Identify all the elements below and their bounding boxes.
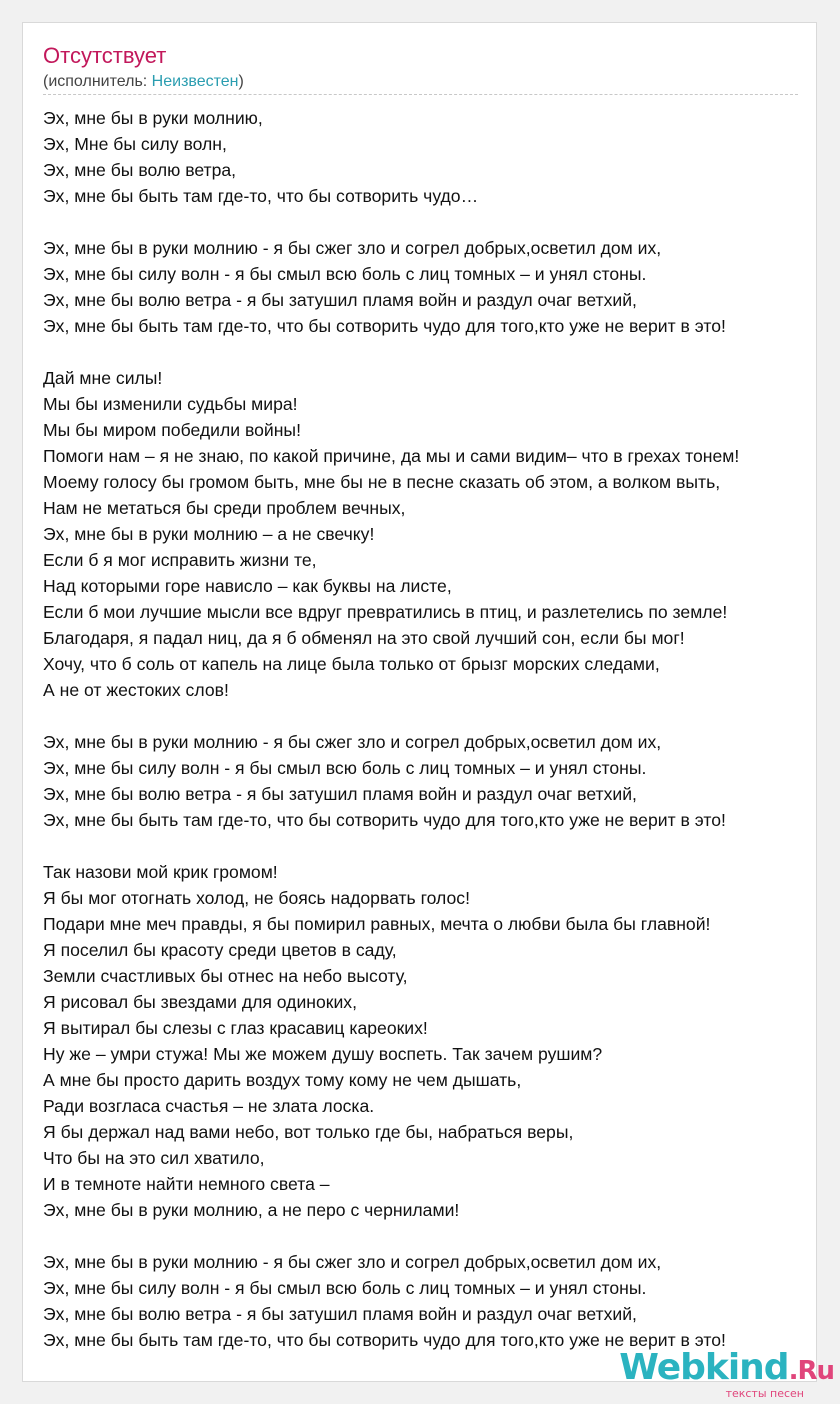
- lyric-line: Ну же – умри стужа! Мы же можем душу воспеть. Так зачем рушим?: [43, 1044, 603, 1064]
- lyric-line: Что бы на это сил хватило,: [43, 1148, 265, 1168]
- lyric-line: Эх, мне бы в руки молнию - я бы сжег зло и согрел добрых,осветил дом их,: [43, 238, 662, 258]
- lyric-line: Я вытирал бы слезы с глаз красавиц кареоких!: [43, 1018, 428, 1038]
- lyric-line: И в темноте найти немного света –: [43, 1174, 330, 1194]
- site-logo: [619, 1347, 834, 1389]
- lyric-line: Эх, мне бы быть там где-то, что бы сотворить чудо для того,кто уже не верит в это!: [43, 810, 726, 830]
- logo-kind: kind: [704, 1347, 789, 1388]
- lyric-line: Подари мне меч правды, я бы помирил равных, мечта о любви была бы главной!: [43, 914, 711, 934]
- lyric-line: Я бы мог отогнать холод, не боясь надорвать голос!: [43, 888, 470, 908]
- lyric-blank-line: [43, 209, 817, 235]
- lyric-line: Эх, мне бы волю ветра - я бы затушил пламя войн и раздул очаг ветхий,: [43, 1304, 637, 1324]
- logo-web: Web: [619, 1347, 705, 1388]
- lyrics-card: [22, 22, 817, 1382]
- lyrics-text: [43, 105, 817, 1353]
- lyric-line: Эх, мне бы в руки молнию, а не перо с чернилами!: [43, 1200, 460, 1220]
- lyric-line: Эх, мне бы в руки молнию,: [43, 108, 263, 128]
- lyric-line: Если б мои лучшие мысли все вдруг превратились в птиц, и разлетелись по земле!: [43, 602, 728, 622]
- lyric-line: Помоги нам – я не знаю, по какой причине, да мы и сами видим– что в грехах тонем!: [43, 446, 740, 466]
- lyric-line: Над которыми горе нависло – как буквы на листе,: [43, 576, 452, 596]
- lyric-line: Эх, мне бы быть там где-то, что бы сотворить чудо для того,кто уже не верит в это!: [43, 316, 726, 336]
- lyric-line: А не от жестоких слов!: [43, 680, 229, 700]
- lyric-line: Эх, мне бы силу волн - я бы смыл всю боль с лиц томных – и унял стоны.: [43, 758, 647, 778]
- lyric-blank-line: [43, 833, 817, 859]
- lyric-line: Эх, мне бы в руки молнию - я бы сжег зло и согрел добрых,осветил дом их,: [43, 1252, 662, 1272]
- lyric-line: Эх, мне бы в руки молнию – а не свечку!: [43, 524, 375, 544]
- logo-tld: .Ru: [788, 1356, 834, 1386]
- logo-subtitle: тексты песен: [725, 1387, 804, 1400]
- lyric-line: Благодаря, я падал ниц, да я б обменял на это свой лучший сон, если бы мог!: [43, 628, 685, 648]
- lyric-line: Эх, мне бы волю ветра - я бы затушил пламя войн и раздул очаг ветхий,: [43, 290, 637, 310]
- lyric-line: Нам не метаться бы среди проблем вечных,: [43, 498, 406, 518]
- lyric-line: Так назови мой крик громом!: [43, 862, 278, 882]
- lyric-line: Моему голосу бы громом быть, мне бы не в песне сказать об этом, а волком выть,: [43, 472, 721, 492]
- artist-line: [43, 73, 244, 91]
- lyric-line: Мы бы изменили судьбы мира!: [43, 394, 298, 414]
- lyric-line: Эх, мне бы силу волн - я бы смыл всю боль с лиц томных – и унял стоны.: [43, 1278, 647, 1298]
- lyric-line: Хочу, что б соль от капель на лице была только от брызг морских следами,: [43, 654, 660, 674]
- artist-prefix: (исполнитель:: [43, 73, 152, 90]
- artist-suffix: ): [238, 73, 244, 90]
- lyric-line: Эх, мне бы волю ветра - я бы затушил пламя войн и раздул очаг ветхий,: [43, 784, 637, 804]
- lyric-blank-line: [43, 703, 817, 729]
- song-title: Отсутствует: [43, 43, 167, 68]
- lyric-line: Эх, мне бы быть там где-то, что бы сотворить чудо для того,кто уже не верит в это!: [43, 1330, 726, 1350]
- lyric-line: Эх, мне бы в руки молнию - я бы сжег зло и согрел добрых,осветил дом их,: [43, 732, 662, 752]
- lyric-line: А мне бы просто дарить воздух тому кому не чем дышать,: [43, 1070, 522, 1090]
- lyric-line: Ради возгласа счастья – не злата лоска.: [43, 1096, 375, 1116]
- lyric-blank-line: [43, 1223, 817, 1249]
- lyric-line: Эх, Мне бы силу волн,: [43, 134, 227, 154]
- lyric-line: Земли счастливых бы отнес на небо высоту,: [43, 966, 408, 986]
- lyric-line: Эх, мне бы силу волн - я бы смыл всю боль с лиц томных – и унял стоны.: [43, 264, 647, 284]
- lyric-line: Эх, мне бы волю ветра,: [43, 160, 237, 180]
- lyric-line: Эх, мне бы быть там где-то, что бы сотворить чудо…: [43, 186, 479, 206]
- site-watermark: [619, 1347, 834, 1400]
- lyric-line: Если б я мог исправить жизни те,: [43, 550, 317, 570]
- lyric-line: Я рисовал бы звездами для одиноких,: [43, 992, 357, 1012]
- lyric-line: Я бы держал над вами небо, вот только где бы, набраться веры,: [43, 1122, 574, 1142]
- artist-link[interactable]: Неизвестен: [151, 73, 239, 90]
- header-divider: [43, 94, 798, 95]
- lyric-line: Мы бы миром победили войны!: [43, 420, 301, 440]
- lyric-line: Дай мне силы!: [43, 368, 163, 388]
- lyric-line: Я поселил бы красоту среди цветов в саду,: [43, 940, 397, 960]
- lyric-blank-line: [43, 339, 817, 365]
